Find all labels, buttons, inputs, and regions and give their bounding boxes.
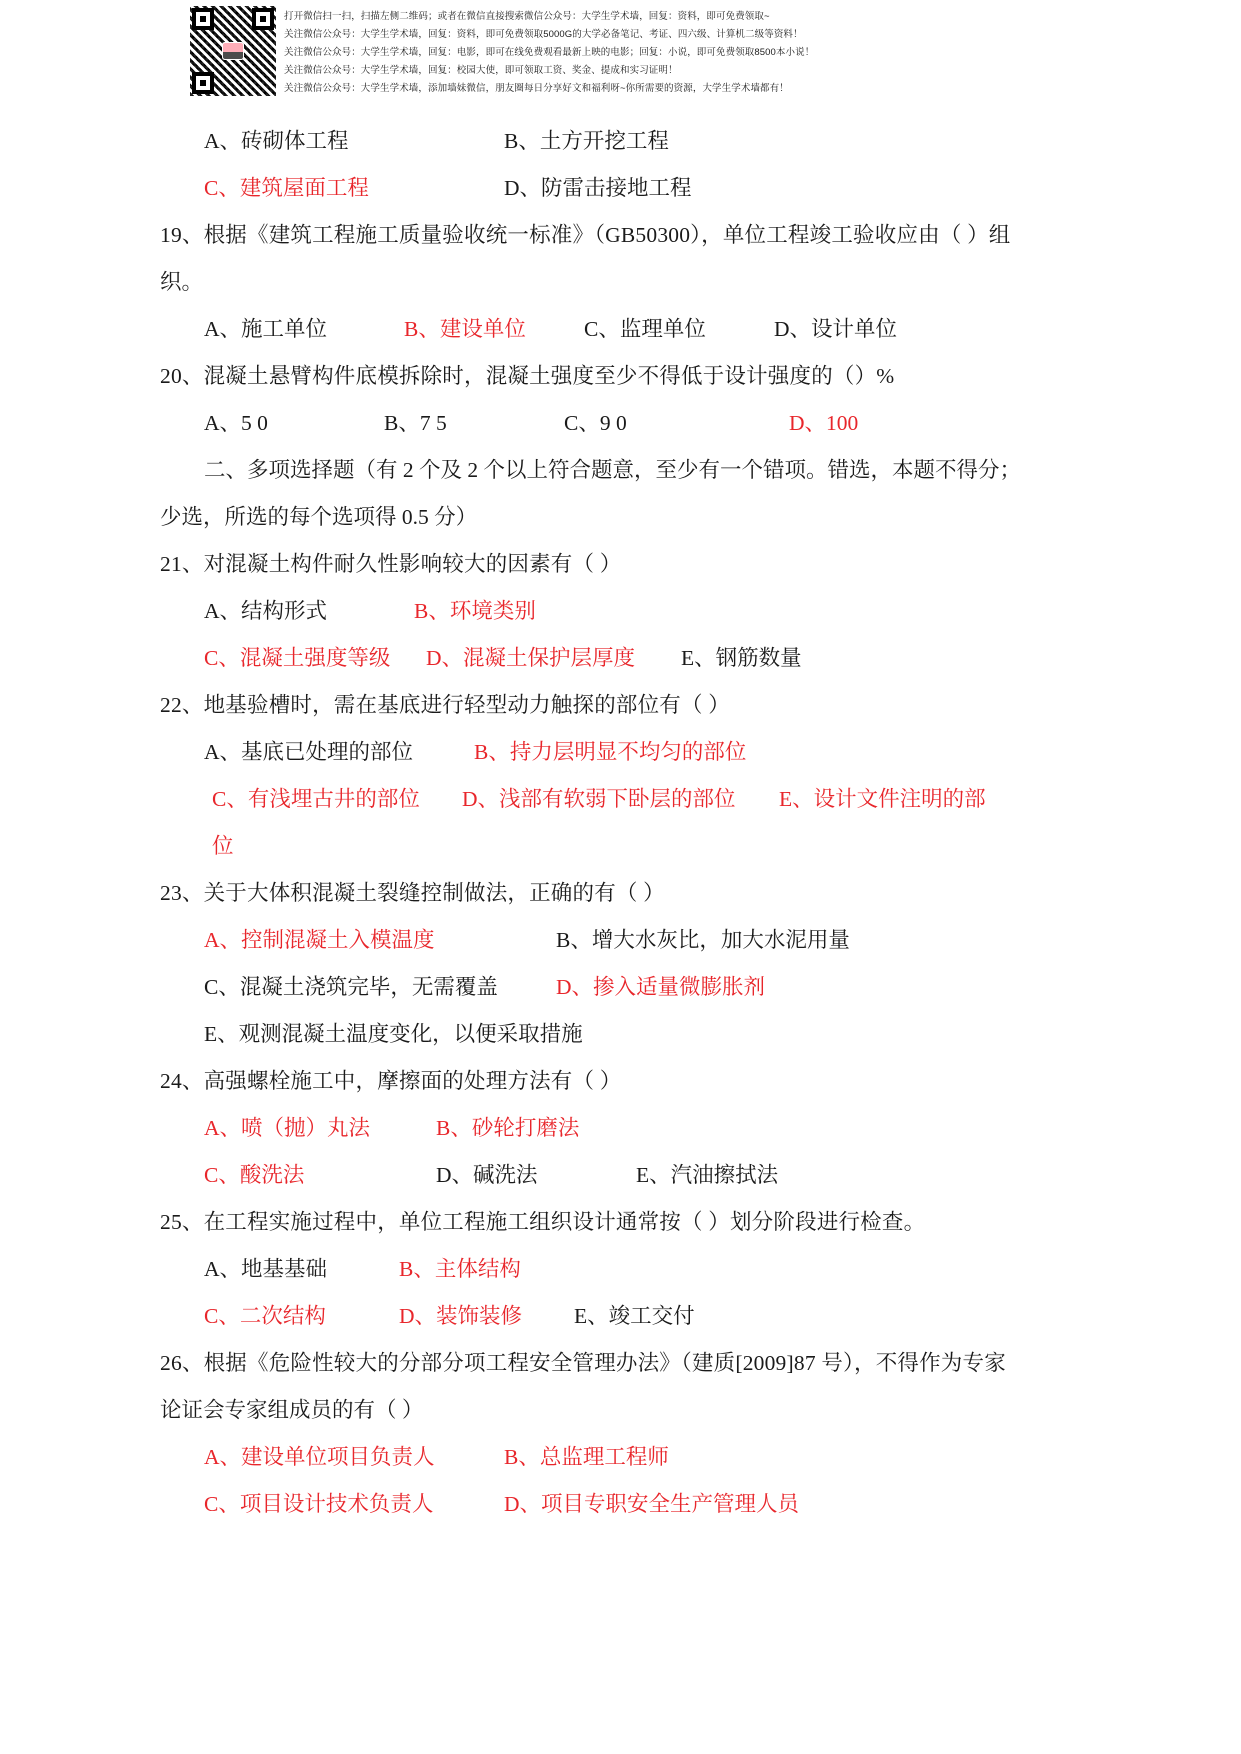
option-c[interactable]: C、混凝土强度等级 [204,646,391,670]
option-a[interactable]: A、5 0 [204,411,268,435]
option-d[interactable]: D、装饰装修 [399,1304,523,1328]
option-row [168,165,1073,212]
section-2-heading [0,447,1241,541]
option-e[interactable]: E、设计文件注明的部 [779,787,986,811]
option-row [168,776,1073,823]
qr-finder-top-left [192,8,214,30]
option-b[interactable]: B、主体结构 [399,1257,521,1281]
option-d[interactable]: D、混凝土保护层厚度 [426,646,636,670]
option-b[interactable]: B、环境类别 [414,599,536,623]
option-a[interactable]: A、结构形式 [204,599,328,623]
option-row [168,1011,1073,1058]
option-row [168,1105,1073,1152]
option-row [168,917,1073,964]
option-a[interactable]: A、控制混凝土入模温度 [204,928,435,952]
option-d[interactable]: D、项目专职安全生产管理人员 [504,1492,800,1516]
question-18-options [0,118,1241,212]
option-a[interactable]: A、地基基础 [204,1257,328,1281]
option-a[interactable]: A、喷（抛）丸法 [204,1116,371,1140]
question-21-stem-line-1: 21、对混凝土构件耐久性影响较大的因素有（ ） [160,552,622,576]
option-a[interactable]: A、基底已处理的部位 [204,740,414,764]
option-row [168,118,1073,165]
section-2-line-1: 二、多项选择题（有 2 个及 2 个以上符合题意，至少有一个错项。错选，本题不得分； [204,458,1022,482]
option-e-continued[interactable]: 位 [212,834,234,858]
option-b[interactable]: B、增大水灰比，加大水泥用量 [556,928,850,952]
option-a[interactable]: A、建设单位项目负责人 [204,1445,435,1469]
question-24-stem-line-1: 24、高强螺栓施工中，摩擦面的处理方法有（ ） [160,1069,622,1093]
option-e[interactable]: E、观测混凝土温度变化，以便采取措施 [204,1022,583,1046]
option-row [168,1152,1073,1199]
option-b[interactable]: B、土方开挖工程 [504,129,669,153]
option-row [168,964,1073,1011]
qr-center-logo [222,42,244,60]
promo-line-3: 关注微信公众号：大学生学术墙，回复：电影，即可在线免费观看最新上映的电影；回复：小说，即可免费领取8500本小说！ [284,47,815,58]
question-23 [0,870,1241,1058]
option-b[interactable]: B、7 5 [384,411,447,435]
document-page [0,118,1241,1528]
promo-text-block [284,6,814,98]
option-b[interactable]: B、砂轮打磨法 [436,1116,580,1140]
promo-line-1: 打开微信扫一扫，扫描左侧二维码；或者在微信直接搜索微信公众号：大学生学术墙，回复：资料，即可免费领取~ [284,11,770,22]
option-row [168,588,1073,635]
option-b[interactable]: B、建设单位 [404,317,526,341]
question-26-stem-line-1: 26、根据《危险性较大的分部分项工程安全管理办法》（建质[2009]87 号），不得作为专家 [160,1351,1006,1375]
option-row [168,1293,1073,1340]
option-c[interactable]: C、二次结构 [204,1304,326,1328]
option-d[interactable]: D、碱洗法 [436,1163,538,1187]
question-19-stem-line-2: 织。 [160,270,204,294]
option-row [168,306,1073,353]
option-c[interactable]: C、监理单位 [584,317,706,341]
question-19-stem-line-1: 19、根据《建筑工程施工质量验收统一标准》（GB50300），单位工程竣工验收应由（ ）组 [160,223,1011,247]
option-a[interactable]: A、施工单位 [204,317,328,341]
option-b[interactable]: B、总监理工程师 [504,1445,669,1469]
qr-finder-bottom-left [192,72,214,94]
option-row [168,1481,1073,1528]
option-c[interactable]: C、建筑屋面工程 [204,176,369,200]
option-row [168,635,1073,682]
section-2-line-2: 少选，所选的每个选项得 0.5 分） [160,505,478,529]
option-d[interactable]: D、100 [789,411,859,435]
question-20 [0,353,1241,447]
option-row [168,1246,1073,1293]
option-row-continuation [168,823,1073,870]
option-c[interactable]: C、有浅埋古井的部位 [212,787,420,811]
option-d[interactable]: D、浅部有软弱下卧层的部位 [462,787,736,811]
option-e[interactable]: E、汽油擦拭法 [636,1163,779,1187]
option-row [168,1434,1073,1481]
promo-line-2: 关注微信公众号：大学生学术墙，回复：资料，即可免费领取5000G的大学必备笔记、考证、四六级、计算机二级等资料！ [284,29,803,40]
option-d[interactable]: D、设计单位 [774,317,898,341]
question-26-stem-line-2: 论证会专家组成员的有（ ） [160,1398,424,1422]
option-e[interactable]: E、钢筋数量 [681,646,802,670]
promo-line-4: 关注微信公众号：大学生学术墙，回复：校园大使，即可领取工资、奖金、提成和实习证明！ [284,65,678,76]
option-b[interactable]: B、持力层明显不均匀的部位 [474,740,747,764]
option-d[interactable]: D、掺入适量微膨胀剂 [556,975,766,999]
option-d[interactable]: D、防雷击接地工程 [504,176,692,200]
question-22 [0,682,1241,870]
option-e[interactable]: E、竣工交付 [574,1304,695,1328]
option-c[interactable]: C、混凝土浇筑完毕，无需覆盖 [204,975,498,999]
qr-code-icon [190,6,276,96]
question-24 [0,1058,1241,1199]
qr-finder-top-right [252,8,274,30]
option-c[interactable]: C、酸洗法 [204,1163,305,1187]
question-20-stem-line-1: 20、混凝土悬臂构件底模拆除时，混凝土强度至少不得低于设计强度的（）% [160,364,895,388]
question-25 [0,1199,1241,1340]
question-25-stem-line-1: 25、在工程实施过程中，单位工程施工组织设计通常按（ ）划分阶段进行检查。 [160,1210,926,1234]
question-22-stem-line-1: 22、地基验槽时，需在基底进行轻型动力触探的部位有（ ） [160,693,730,717]
question-21 [0,541,1241,682]
question-19 [0,212,1241,353]
question-23-stem-line-1: 23、关于大体积混凝土裂缝控制做法，正确的有（ ） [160,881,665,905]
question-26 [0,1340,1241,1528]
option-c[interactable]: C、9 0 [564,411,627,435]
option-row [168,400,1073,447]
option-a[interactable]: A、砖砌体工程 [204,129,349,153]
option-row [168,729,1073,776]
promo-banner [190,6,814,98]
promo-line-5: 关注微信公众号：大学生学术墙，添加墙妹微信，朋友圈每日分享好文和福利呀~你所需要的资源，大学生学术墙都有！ [284,83,789,94]
option-c[interactable]: C、项目设计技术负责人 [204,1492,434,1516]
